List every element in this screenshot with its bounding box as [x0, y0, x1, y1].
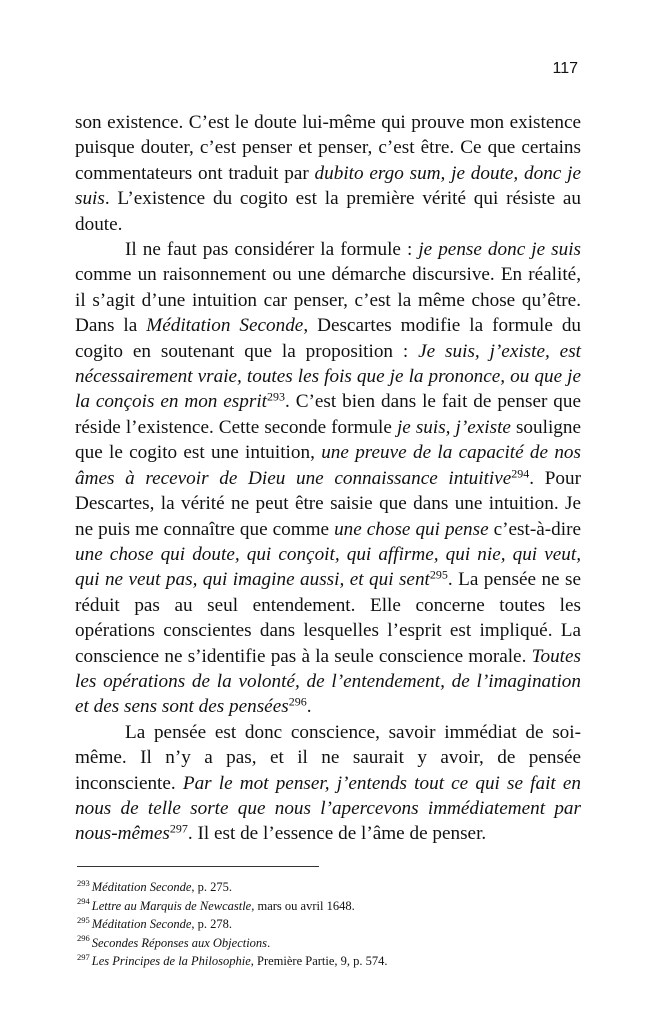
italic-text: une preuve de la capacité de nos âmes à recevoir de Dieu une connaissance intuitive	[75, 442, 581, 489]
footnote-separator	[77, 866, 319, 867]
footnote-reference: 293	[267, 389, 285, 404]
footnote-reference: 295	[429, 567, 448, 582]
text-run: son existence. C’est le doute lui-même qui prouve mon existence puisque douter, c’est penser et penser, c’est être. Ce que certains commentateurs ont traduit par	[75, 112, 581, 184]
text-run: souligne que le cogito est une intuition,	[75, 416, 581, 464]
text-run: comme un raisonnement ou une démarche discursive. En réalité, il s’agit d’une intuition car penser, c’est la même chose qu’être. Dans la	[75, 264, 581, 337]
italic-text: Par le mot penser, j’entends tout ce qui se fait en nous de telle sorte que nous l’apercevons immédiatement par nous-mêmes	[75, 772, 581, 845]
footnote-number: 295	[77, 914, 90, 925]
footnote-reference: 297	[169, 821, 188, 836]
footnote	[77, 897, 577, 916]
footnotes	[77, 878, 577, 971]
italic-text: Méditation Seconde	[146, 315, 304, 337]
italic-text: Toutes les opérations de la volonté, de l’entendement, de l’imagination et des sens sont des pensées	[75, 645, 581, 718]
italic-text: une chose qui pense	[334, 518, 489, 540]
footnote-title: Méditation Seconde	[91, 880, 192, 894]
footnote	[77, 915, 577, 934]
footnote	[77, 952, 577, 971]
italic-text: Je suis, j’existe, est nécessairement vraie, toutes les fois que je la prononce, ou que je la conçois en mon esprit	[75, 340, 581, 413]
text-run: Il ne faut pas considérer la formule :	[125, 239, 419, 261]
footnote-number: 294	[77, 896, 90, 907]
footnote-title: Secondes Réponses aux Objections	[91, 935, 268, 950]
italic-text: je suis, j’existe	[396, 416, 511, 438]
footnote-title: Les Principes de la Philosophie	[91, 954, 251, 968]
italic-text: je pense donc je suis	[418, 239, 581, 261]
footnote	[77, 934, 577, 953]
footnote-reference: 296	[288, 694, 307, 709]
footnote-detail: .	[267, 935, 271, 950]
main-text	[75, 110, 581, 847]
footnote-number: 297	[77, 951, 90, 962]
paragraph	[75, 237, 581, 720]
footnote-number: 296	[77, 933, 90, 944]
text-run: . C’est bien dans le fait de penser que réside l’existence. Cette seconde formule	[75, 391, 581, 438]
text-run: c’est-à-dire	[488, 518, 581, 540]
footnote-detail: , mars ou avril 1648.	[251, 898, 355, 913]
text-run: . L’existence du cogito est la première vérité qui résiste au doute.	[75, 188, 581, 235]
footnote-title: Méditation Seconde	[91, 917, 192, 931]
footnote-reference: 294	[511, 466, 530, 481]
italic-text: dubito ergo sum, je doute, donc je suis	[75, 162, 581, 210]
footnote-number: 293	[77, 877, 90, 888]
footnote-detail: , Première Partie, 9, p. 574.	[250, 954, 388, 968]
text-run: . Il est de l’essence de l’âme de penser.	[187, 823, 487, 845]
text-run: .	[306, 696, 312, 718]
italic-text: une chose qui doute, qui conçoit, qui affirme, qui nie, qui veut, qui ne veut pas, qui imagine aussi, et qui sent	[75, 543, 581, 591]
footnote-detail: , p. 275.	[191, 880, 232, 894]
paragraph	[75, 720, 581, 847]
footnote-detail: , p. 278.	[191, 917, 232, 931]
text-run: . Pour Descartes, la vérité ne peut être saisie que dans une intuition. Je ne puis me connaître que comme	[75, 467, 581, 540]
text-run: . La pensée ne se réduit pas au seul entendement. Elle concerne toutes les opérations conscientes dans lesquelles l’esprit est impliqué. La conscience ne s’identifie pas à la seule conscience morale.	[75, 569, 581, 667]
text-run: La pensée est donc conscience, savoir immédiat de soi-même. Il n’y a pas, et il ne saurait y avoir, de pensée inconsciente.	[75, 721, 581, 794]
footnote	[77, 878, 577, 897]
page-number: 117	[552, 60, 578, 77]
text-run: , Descartes modifie la formule du cogito en soutenant que la proposition :	[75, 315, 582, 362]
footnote-title: Lettre au Marquis de Newcastle	[91, 898, 252, 913]
paragraph	[75, 110, 581, 237]
